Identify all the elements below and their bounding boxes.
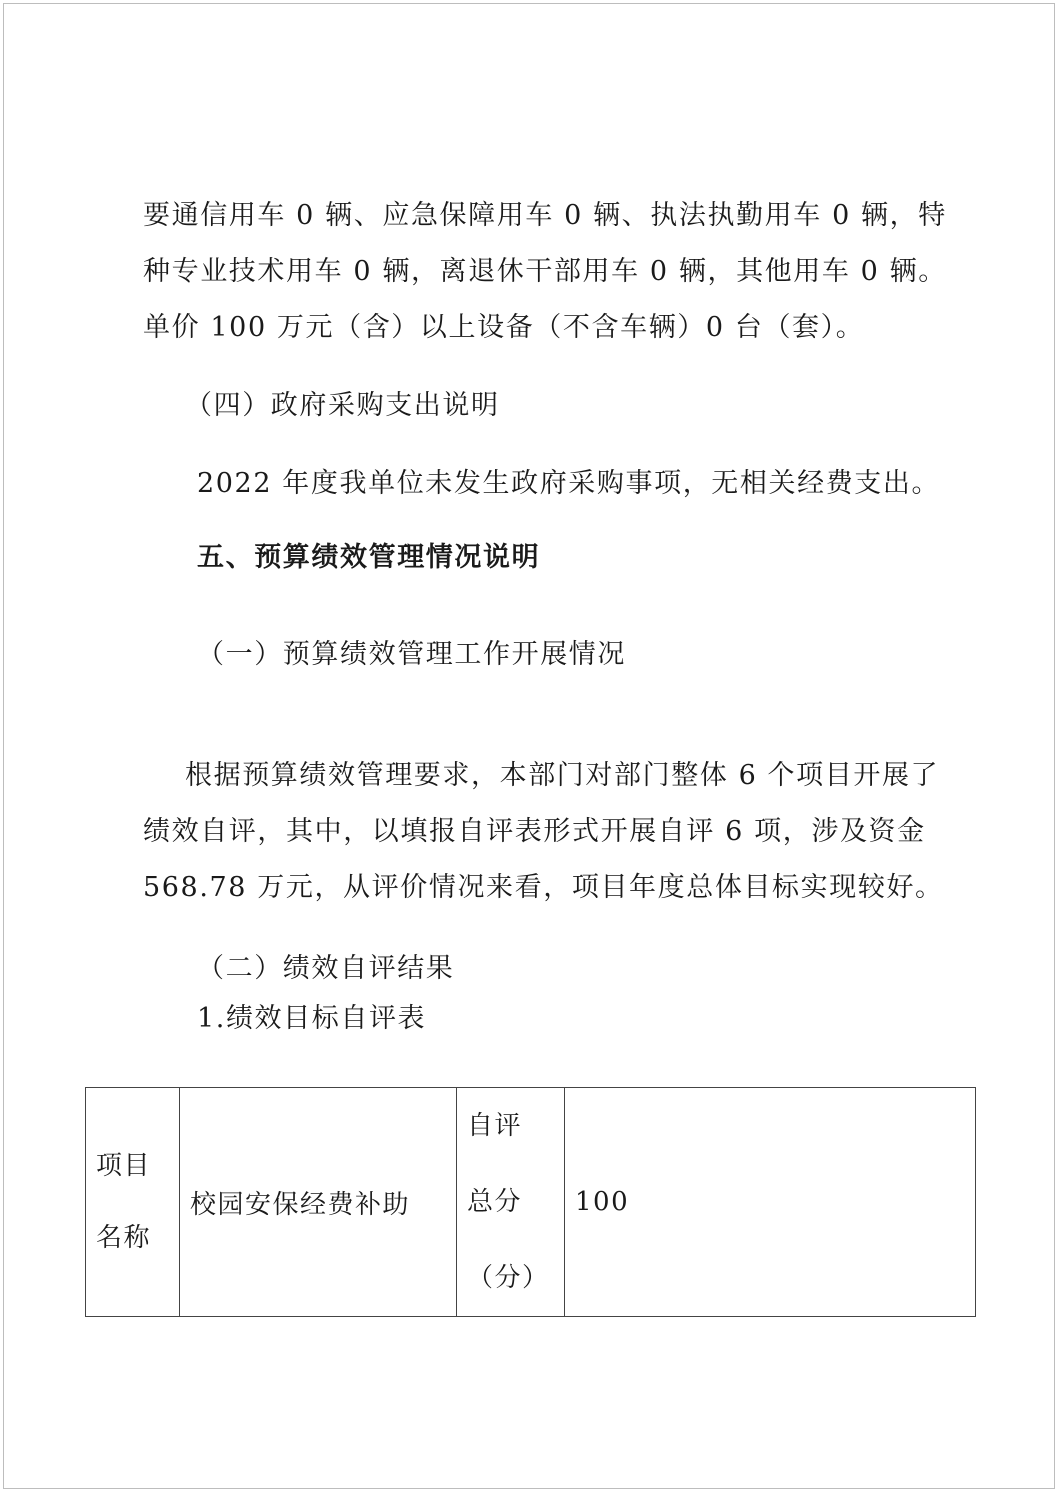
- subsection-2-heading: （二）绩效自评结果: [197, 953, 455, 984]
- project-name-label-line-2: 名称: [96, 1223, 152, 1253]
- project-name-cell: [180, 1088, 457, 1317]
- table-title: 1.绩效目标自评表: [197, 1003, 427, 1034]
- score-label-cell: [457, 1088, 565, 1317]
- score-label-line-1: 自评: [467, 1111, 523, 1141]
- paragraph-line-3: 568.78 万元，从评价情况来看，项目年度总体目标实现较好。: [143, 872, 944, 903]
- project-name-value: 校园安保经费补助: [190, 1189, 411, 1220]
- section-5-heading: 五、预算绩效管理情况说明: [197, 542, 541, 573]
- table-row: [86, 1088, 976, 1317]
- project-name-label-cell: [86, 1088, 180, 1317]
- subsection-1-heading: （一）预算绩效管理工作开展情况: [197, 639, 626, 670]
- score-value: 100: [575, 1187, 630, 1217]
- vehicle-line-1: 要通信用车 0 辆、应急保障用车 0 辆、执法执勤用车 0 辆，特: [143, 200, 947, 231]
- score-label-line-2: 总分: [467, 1187, 523, 1217]
- procurement-text: 2022 年度我单位未发生政府采购事项，无相关经费支出。: [197, 468, 941, 499]
- paragraph-line-1: 根据预算绩效管理要求，本部门对部门整体 6 个项目开展了: [185, 760, 940, 791]
- score-value-cell: [565, 1088, 976, 1317]
- paragraph-line-2: 绩效自评，其中，以填报自评表形式开展自评 6 项，涉及资金: [143, 816, 926, 847]
- procurement-heading: （四）政府采购支出说明: [185, 390, 500, 421]
- project-name-label-line-1: 项目: [96, 1151, 152, 1181]
- score-label-line-3: （分）: [467, 1263, 550, 1293]
- evaluation-table: [85, 1087, 976, 1317]
- vehicle-line-3: 单价 100 万元（含）以上设备（不含车辆）0 台（套）。: [143, 312, 865, 343]
- vehicle-line-2: 种专业技术用车 0 辆，离退休干部用车 0 辆，其他用车 0 辆。: [143, 256, 947, 287]
